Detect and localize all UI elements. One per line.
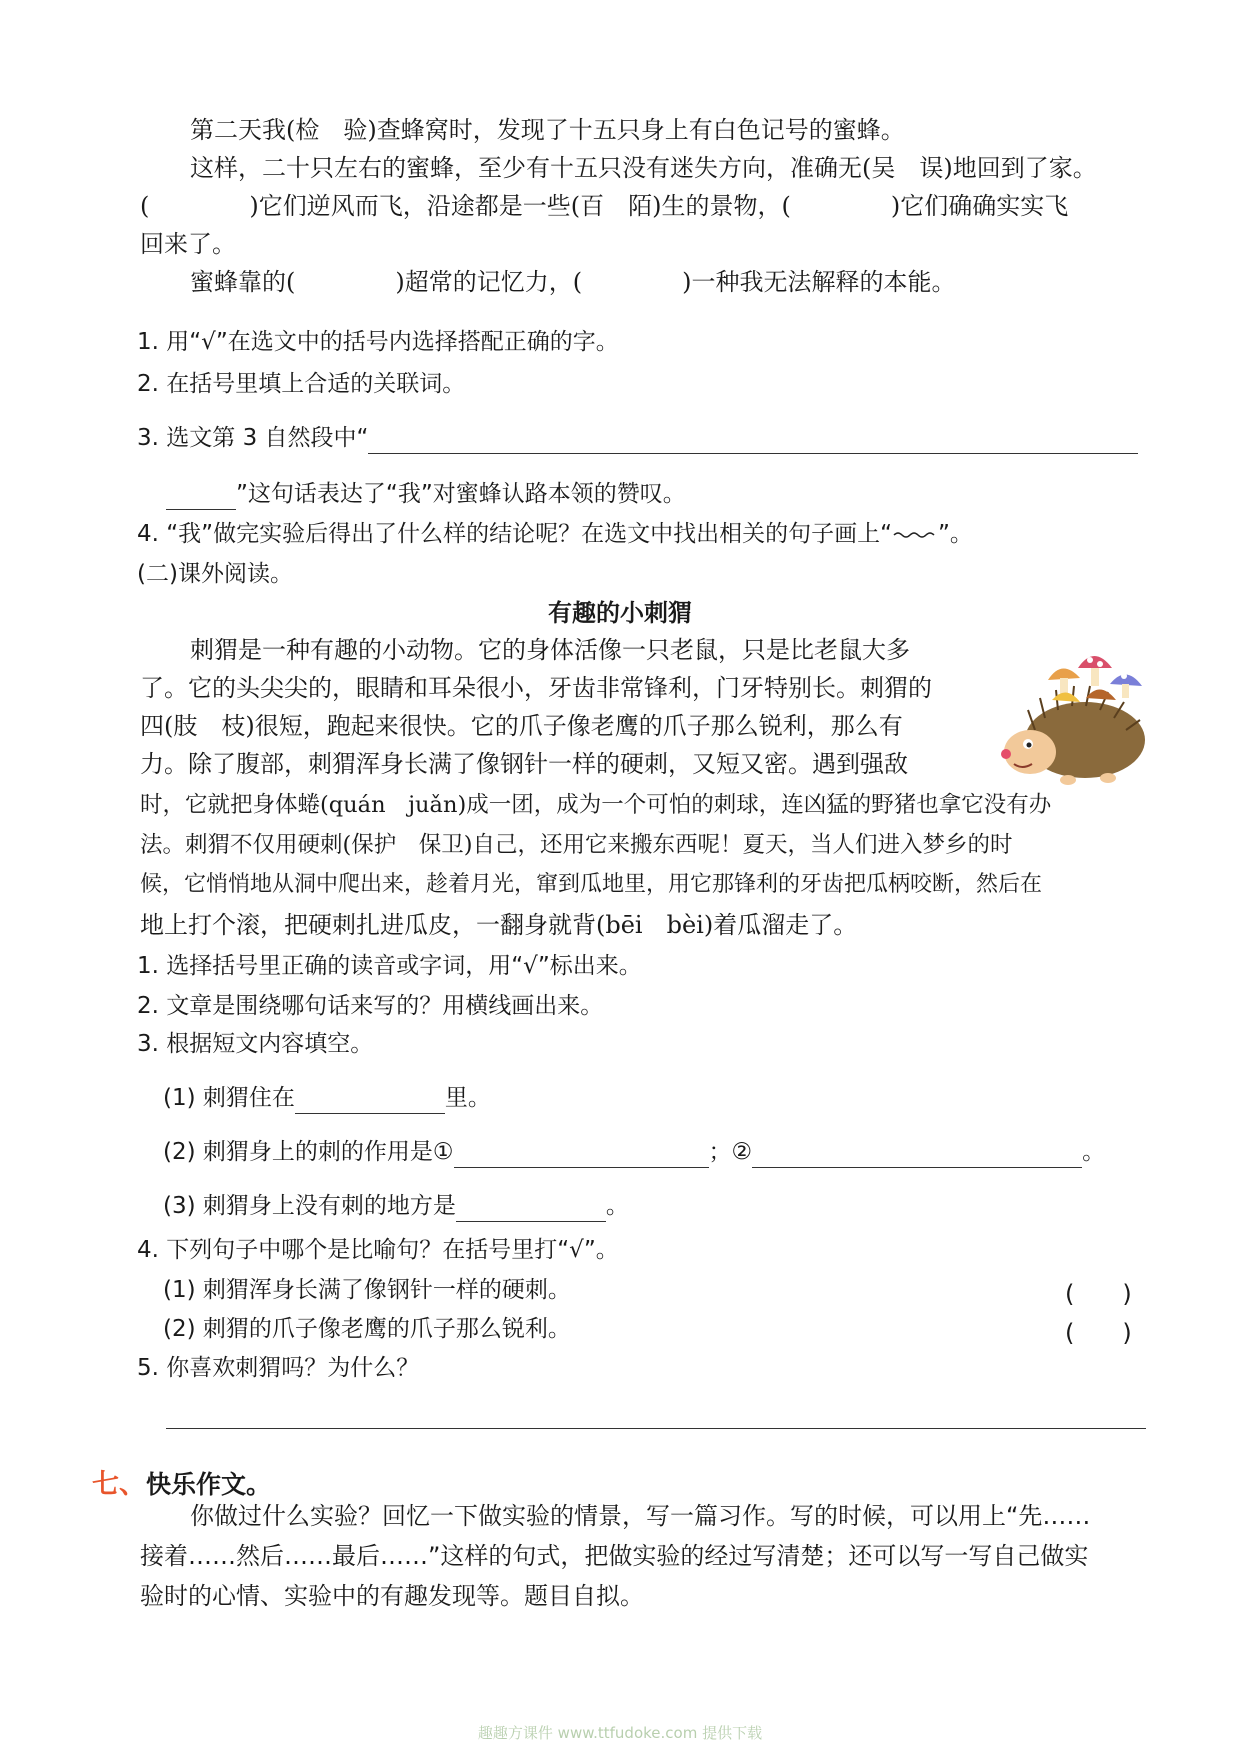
story-line5: 时，它就把身体蜷(quán juǎn)成一团，成为一个可怕的刺球，连凶猛的野猪也拿它没有办 bbox=[140, 792, 1052, 818]
passage1-line1: 第二天我(检 验)查蜂窝时，发现了十五只身上有白色记号的蜜蜂。 bbox=[190, 116, 905, 144]
wavy-line-icon bbox=[892, 530, 938, 540]
text: ”这句话表达了“我”对蜜蜂认路本领的赞叹。 bbox=[236, 481, 686, 507]
q2-3-2 bbox=[163, 1136, 1105, 1168]
answer-line[interactable] bbox=[456, 1195, 606, 1222]
story-line1: 刺猬是一种有趣的小动物。它的身体活像一只老鼠，只是比老鼠大多 bbox=[190, 636, 910, 664]
answer-paren[interactable]: ( ) bbox=[1065, 1319, 1132, 1347]
text: ；② bbox=[708, 1139, 753, 1165]
q2-4-1: (1) 刺猬浑身长满了像钢针一样的硬刺。 bbox=[163, 1277, 571, 1303]
passage1-line3 bbox=[140, 190, 1068, 222]
footer-watermark: 趣趣方课件 www.ttfudoke.com 提供下载 bbox=[477, 1724, 763, 1742]
q2-3: 3. 根据短文内容填空。 bbox=[137, 1031, 374, 1057]
hedgehog-illustration bbox=[990, 640, 1150, 790]
text: (3) 刺猬身上没有刺的地方是 bbox=[163, 1193, 456, 1219]
fill-blank[interactable] bbox=[295, 272, 395, 298]
section-2-label: (二)课外阅读。 bbox=[137, 561, 293, 587]
fill-blank[interactable] bbox=[149, 196, 249, 222]
question-3 bbox=[137, 422, 1138, 454]
story-line6: 法。刺猬不仅用硬刺(保护 保卫)自己，还用它来搬东西呢！夏天，当人们进入梦乡的时 bbox=[140, 832, 1013, 858]
text: (1) 刺猬住在 bbox=[163, 1085, 295, 1111]
question-3-cont bbox=[166, 478, 686, 510]
answer-line[interactable] bbox=[368, 427, 1138, 454]
q2-3-3 bbox=[163, 1190, 629, 1222]
story-line8: 地上打个滚，把硬刺扎进瓜皮，一翻身就背(bēi bèi)着瓜溜走了。 bbox=[140, 911, 858, 939]
text: 3. 选文第 3 自然段中“ bbox=[137, 425, 369, 451]
text: )超常的记忆力，( bbox=[395, 268, 583, 296]
story-line2: 了。它的头尖尖的，眼睛和耳朵很小，牙齿非常锋利，门牙特别长。刺猬的 bbox=[140, 674, 932, 702]
question-1: 1. 用“√”在选文中的括号内选择搭配正确的字。 bbox=[137, 329, 619, 355]
answer-line[interactable] bbox=[295, 1087, 445, 1114]
story-line4: 力。除了腹部，刺猬浑身长满了像钢针一样的硬刺，又短又密。遇到强敌 bbox=[140, 750, 908, 778]
text: (2) 刺猬身上的刺的作用是① bbox=[163, 1139, 454, 1165]
story-line7: 候，它悄悄地从洞中爬出来，趁着月光，窜到瓜地里，用它那锋利的牙齿把瓜柄咬断，然后在 bbox=[140, 872, 1043, 897]
text: 蜜蜂靠的( bbox=[190, 268, 296, 296]
text: 。 bbox=[1082, 1139, 1106, 1165]
story-title: 有趣的小刺猬 bbox=[548, 599, 692, 627]
passage1-line4: 回来了。 bbox=[140, 230, 236, 258]
text: ”。 bbox=[938, 521, 973, 547]
text: )一种我无法解释的本能。 bbox=[682, 268, 956, 296]
answer-line[interactable] bbox=[454, 1141, 709, 1168]
section-label: 快乐作文。 bbox=[146, 1470, 272, 1499]
story-line3: 四(肢 枝)很短，跑起来很快。它的爪子像老鹰的爪子那么锐利，那么有 bbox=[140, 712, 903, 740]
answer-paren[interactable]: ( ) bbox=[1065, 1280, 1132, 1308]
q2-2: 2. 文章是围绕哪句话来写的？用横线画出来。 bbox=[137, 993, 604, 1019]
answer-line[interactable] bbox=[166, 483, 236, 510]
q2-4: 4. 下列句子中哪个是比喻句？在括号里打“√”。 bbox=[137, 1237, 619, 1263]
q2-4-2: (2) 刺猬的爪子像老鹰的爪子那么锐利。 bbox=[163, 1316, 571, 1342]
text: 里。 bbox=[444, 1085, 491, 1111]
q2-5: 5. 你喜欢刺猬吗？为什么？ bbox=[137, 1355, 420, 1381]
passage1-line5 bbox=[190, 266, 955, 298]
text: )它们确确实实飞 bbox=[890, 192, 1069, 220]
essay-line3: 验时的心情、实验中的有趣发现等。题目自拟。 bbox=[140, 1582, 644, 1610]
passage1-line2: 这样，二十只左右的蜜蜂，至少有十五只没有迷失方向，准确无(吴 误)地回到了家。 bbox=[190, 154, 1097, 182]
question-4 bbox=[137, 518, 973, 550]
section-number: 七、 bbox=[92, 1469, 146, 1500]
text: )它们逆风而飞，沿途都是一些(百 陌)生的景物，( bbox=[249, 192, 791, 220]
q2-3-1 bbox=[163, 1082, 491, 1114]
answer-line[interactable] bbox=[752, 1141, 1082, 1168]
question-2: 2. 在括号里填上合适的关联词。 bbox=[137, 371, 466, 397]
section-7-heading bbox=[92, 1462, 271, 1501]
fill-blank[interactable] bbox=[791, 196, 891, 222]
text: 。 bbox=[605, 1193, 629, 1219]
q2-1: 1. 选择括号里正确的读音或字词，用“√”标出来。 bbox=[137, 953, 642, 979]
essay-line1: 你做过什么实验？回忆一下做实验的情景，写一篇习作。写的时候，可以用上“先…… bbox=[190, 1502, 1091, 1530]
fill-blank[interactable] bbox=[582, 272, 682, 298]
essay-line2: 接着……然后……最后……”这样的句式，把做实验的经过写清楚；还可以写一写自己做实 bbox=[140, 1542, 1089, 1570]
text: 4. “我”做完实验后得出了什么样的结论呢？在选文中找出相关的句子画上“ bbox=[137, 521, 893, 547]
text: ( bbox=[140, 192, 150, 220]
answer-line[interactable] bbox=[166, 1428, 1146, 1429]
